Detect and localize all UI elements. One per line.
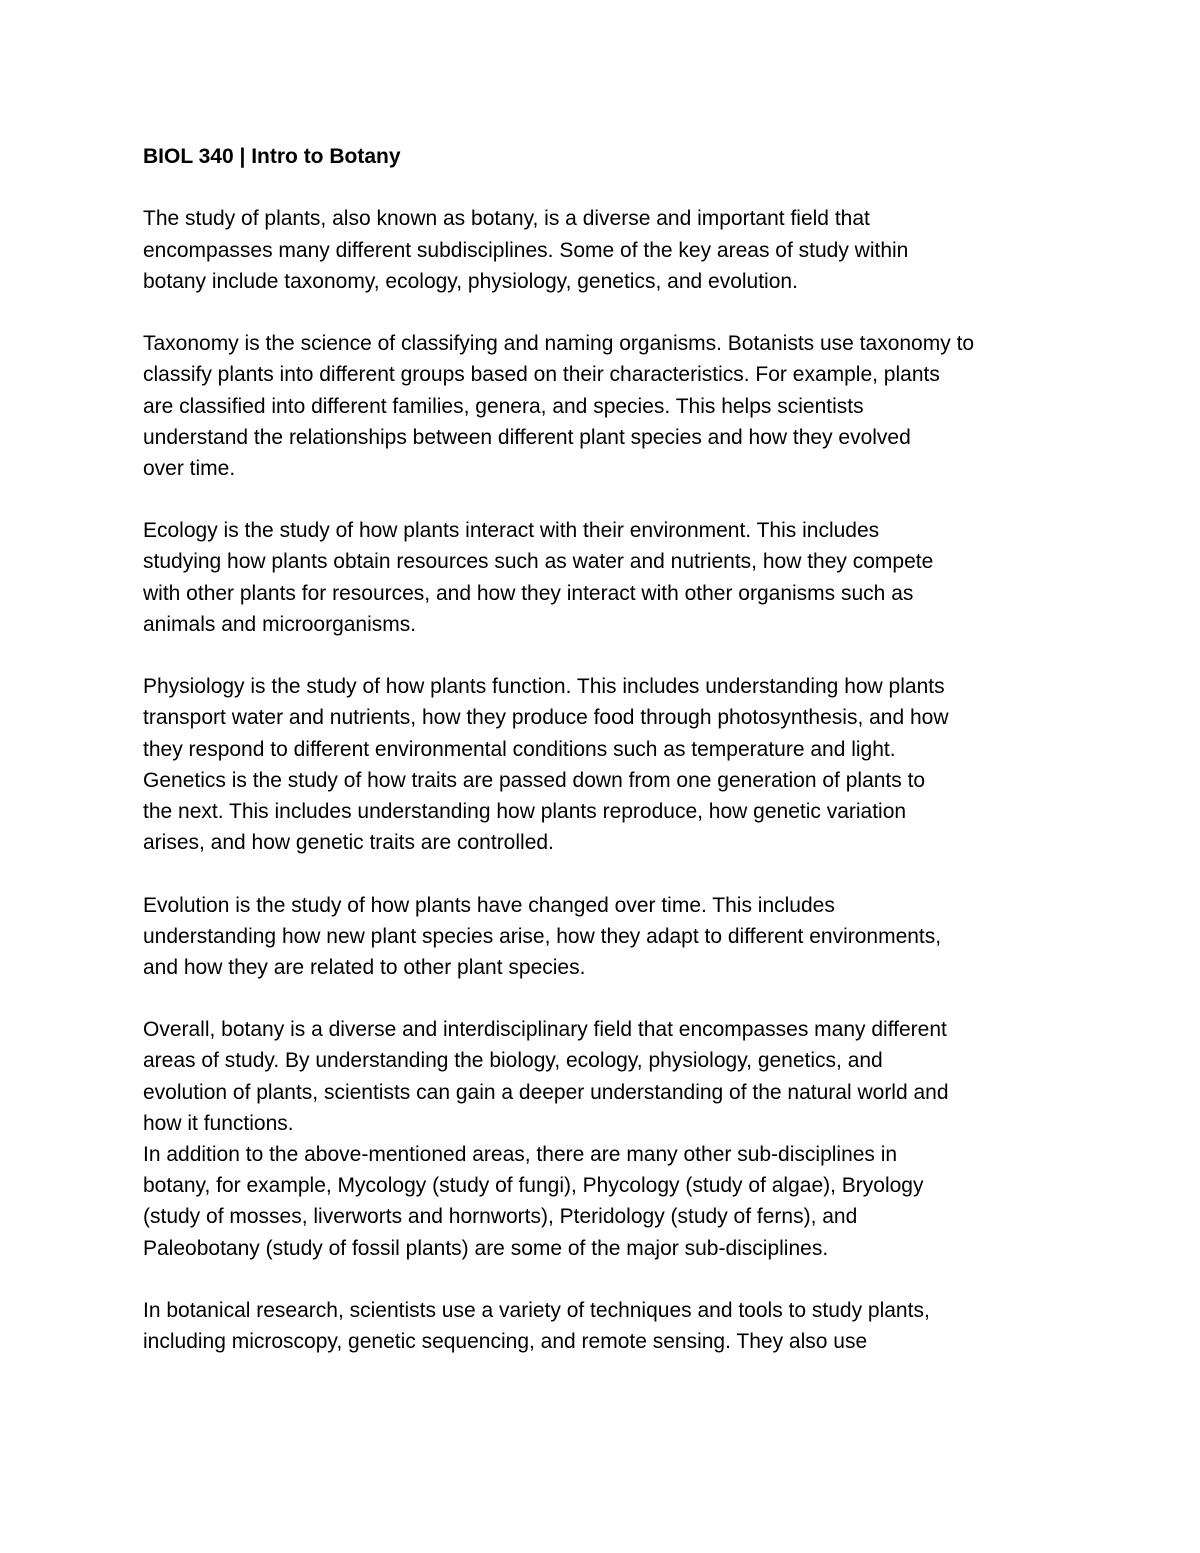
paragraph-line: how it functions.	[143, 1111, 294, 1135]
paragraph-line: botany include taxonomy, ecology, physiology, genetics, and evolution.	[143, 269, 798, 293]
paragraph-spacer	[143, 297, 1073, 328]
paragraph-line: In botanical research, scientists use a variety of techniques and tools to study plants,	[143, 1298, 930, 1322]
paragraph-line: botany, for example, Mycology (study of fungi), Phycology (study of algae), Bryology	[143, 1174, 924, 1198]
paragraph-line: classify plants into different groups based on their characteristics. For example, plants	[143, 363, 940, 387]
paragraph-spacer	[143, 983, 1073, 1014]
paragraph-line: transport water and nutrients, how they produce food through photosynthesis, and how	[143, 706, 949, 730]
paragraph-line: the next. This includes understanding how plants reproduce, how genetic variation	[143, 799, 907, 823]
paragraph-line: In addition to the above-mentioned areas, there are many other sub-disciplines in	[143, 1143, 898, 1166]
paragraph-line: encompasses many different subdisciplines. Some of the key areas of study within	[143, 238, 909, 262]
paragraph-line: evolution of plants, scientists can gain a deeper understanding of the natural world and	[143, 1080, 949, 1104]
paragraph-line: Overall, botany is a diverse and interdisciplinary field that encompasses many different	[143, 1018, 947, 1042]
paragraph	[143, 1295, 1073, 1357]
paragraph-spacer	[143, 640, 1073, 671]
paragraph-spacer	[143, 1264, 1073, 1295]
paragraph-line: understanding how new plant species arise, how they adapt to different environments,	[143, 924, 942, 948]
paragraph-list	[143, 203, 1073, 1357]
paragraph-spacer	[143, 484, 1073, 515]
paragraph-line: (study of mosses, liverworts and hornworts), Pteridology (study of ferns), and	[143, 1205, 858, 1229]
document-body	[143, 141, 1073, 1357]
paragraph-line: studying how plants obtain resources such as water and nutrients, how they compete	[143, 550, 934, 574]
paragraph-line: are classified into different families, genera, and species. This helps scientists	[143, 394, 864, 418]
paragraph-line: they respond to different environmental conditions such as temperature and light.	[143, 737, 896, 761]
paragraph	[143, 890, 1073, 984]
document-title: BIOL 340 | Intro to Botany	[143, 145, 401, 168]
paragraph-line: The study of plants, also known as botany, is a diverse and important field that	[143, 207, 870, 231]
paragraph	[143, 203, 1073, 297]
paragraph-line: including microscopy, genetic sequencing, and remote sensing. They also use	[143, 1330, 868, 1354]
paragraph	[143, 671, 1073, 858]
paragraph-line: Evolution is the study of how plants have changed over time. This includes	[143, 893, 835, 917]
paragraph-line: Physiology is the study of how plants function. This includes understanding how plants	[143, 675, 945, 699]
paragraph-line: arises, and how genetic traits are controlled.	[143, 831, 554, 855]
paragraph	[143, 328, 1073, 484]
paragraph	[143, 1014, 1073, 1264]
paragraph-spacer	[143, 858, 1073, 889]
paragraph-line: Paleobotany (study of fossil plants) are some of the major sub-disciplines.	[143, 1236, 829, 1260]
paragraph-line: Genetics is the study of how traits are passed down from one generation of plants to	[143, 768, 926, 792]
paragraph-line: with other plants for resources, and how they interact with other organisms such as	[143, 581, 914, 605]
paragraph-line: Taxonomy is the science of classifying and naming organisms. Botanists use taxonomy to	[143, 332, 975, 356]
paragraph-line: Ecology is the study of how plants interact with their environment. This includes	[143, 519, 880, 543]
paragraph-line: and how they are related to other plant species.	[143, 955, 586, 979]
paragraph	[143, 515, 1073, 640]
paragraph-line: areas of study. By understanding the biology, ecology, physiology, genetics, and	[143, 1049, 883, 1073]
paragraph-line: understand the relationships between different plant species and how they evolved	[143, 425, 911, 449]
spacer	[143, 172, 1073, 203]
paragraph-line: animals and microorganisms.	[143, 612, 417, 636]
paragraph-line: over time.	[143, 456, 236, 480]
